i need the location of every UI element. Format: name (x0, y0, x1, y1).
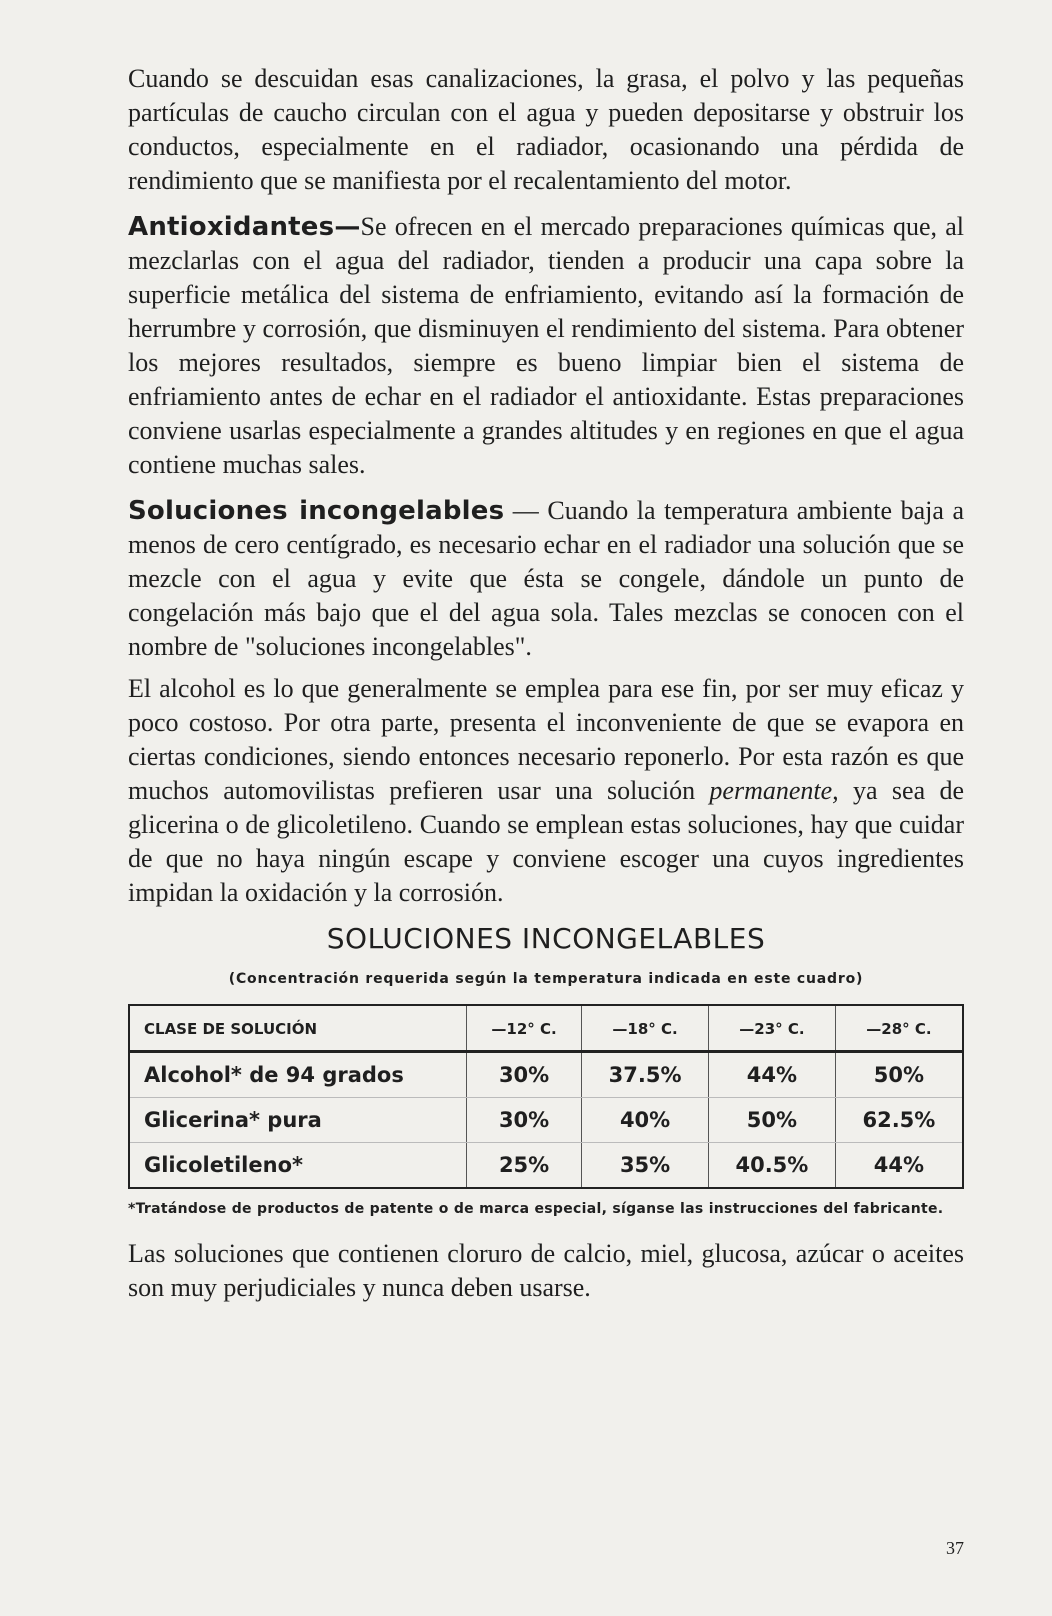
soluciones-text: — Cuando la temperatura ambiente baja a menos de cero centígrado, es necesario echar en el radiador una solución que se mezcle con el agua y evite que ésta se congele, dándole un punto de congelación más bajo que el del agua sola. Tales mezclas se conocen con el nombre de "soluciones incongelables". (128, 496, 964, 661)
cell-value: 25% (467, 1143, 582, 1189)
paragraph-alcohol (128, 672, 964, 910)
table-header-row (129, 1005, 963, 1052)
header-minus-28: —28° C. (835, 1005, 963, 1052)
paragraph-antioxidantes (128, 210, 964, 482)
table-footnote: *Tratándose de productos de patente o de marca especial, síganse las instrucciones del fabricante. (128, 1201, 944, 1217)
cell-label: Alcohol* de 94 grados (129, 1052, 467, 1098)
cell-value: 35% (582, 1143, 709, 1189)
antioxidantes-text: Se ofrecen en el mercado preparaciones químicas que, al mezclarlas con el agua del radiador, tienden a producir una capa sobre la superficie metálica del sistema de enfriamiento, evitando así la formación de herrumbre y corrosión, que disminuyen el rendimiento del sistema. Para obtener los mejores resultados, siempre es bueno limpiar bien el sistema de enfriamiento antes de echar en el radiador el antioxidante. Estas preparaciones conviene usarlas especialmente a grandes altitudes y en regiones en que el agua contiene muchas sales. (128, 212, 964, 479)
paragraph-final: Las soluciones que contienen cloruro de calcio, miel, glucosa, azúcar o aceites son muy perjudiciales y nunca deben usarse. (128, 1239, 964, 1302)
cell-label: Glicerina* pura (129, 1098, 467, 1143)
page-number: 37 (946, 1538, 964, 1558)
table-row-alcohol (129, 1052, 963, 1098)
alcohol-text-2: ya sea de glicerina o de glicoletileno. Cuando se emplean estas soluciones, hay que cuidar de que no haya ningún escape y conviene escoger una cuyos ingredientes impidan la oxidación y la corrosión. (128, 776, 964, 907)
cell-label: Glicoletileno* (144, 1153, 303, 1177)
solutions-table (128, 1004, 964, 1189)
cell-value: 44% (709, 1052, 836, 1098)
cell-value: 50% (835, 1052, 963, 1098)
cell-value: 30% (467, 1052, 582, 1098)
cell-value: 30% (467, 1098, 582, 1143)
page-content (128, 62, 964, 1317)
table-subtitle: (Concentración requerida según la temperatura indicada en este cuadro) (228, 971, 864, 987)
cell-value: 50% (709, 1098, 836, 1143)
cell-value: 37.5% (582, 1052, 709, 1098)
emphasis-permanente: permanente, (709, 776, 839, 805)
cell-value: 40.5% (709, 1143, 836, 1189)
heading-antioxidantes: Antioxidantes— (128, 212, 361, 242)
header-clase: CLASE DE SOLUCIÓN (129, 1005, 467, 1052)
paragraph-soluciones (128, 494, 964, 664)
cell-value: 44% (835, 1143, 963, 1189)
header-minus-23: —23° C. (709, 1005, 836, 1052)
cell-value: 62.5% (835, 1098, 963, 1143)
alcohol-text-1: El alcohol es lo que generalmente se emplea para ese fin, por ser muy eficaz y poco costoso. Por otra parte, presenta el inconveniente de que se evapora en ciertas condiciones, siendo entonces necesario reponerlo. Por esta razón es que muchos automovilistas prefieren usar una solución (128, 674, 964, 805)
cell-value: 40% (582, 1098, 709, 1143)
table-title: SOLUCIONES INCONGELABLES (326, 922, 766, 955)
table-row-glicoletileno (129, 1143, 963, 1189)
header-minus-18: —18° C. (582, 1005, 709, 1052)
header-minus-12: —12° C. (467, 1005, 582, 1052)
paragraph-intro: Cuando se descuidan esas canalizaciones, la grasa, el polvo y las pequeñas partículas de caucho circulan con el agua y pueden depositarse y obstruir los conductos, especialmente en el radiador, ocasionando una pérdida de rendimiento que se manifiesta por el recalentamiento del motor. (128, 64, 964, 195)
heading-soluciones: Soluciones incongelables (128, 496, 505, 526)
table-row-glicerina (129, 1098, 963, 1143)
